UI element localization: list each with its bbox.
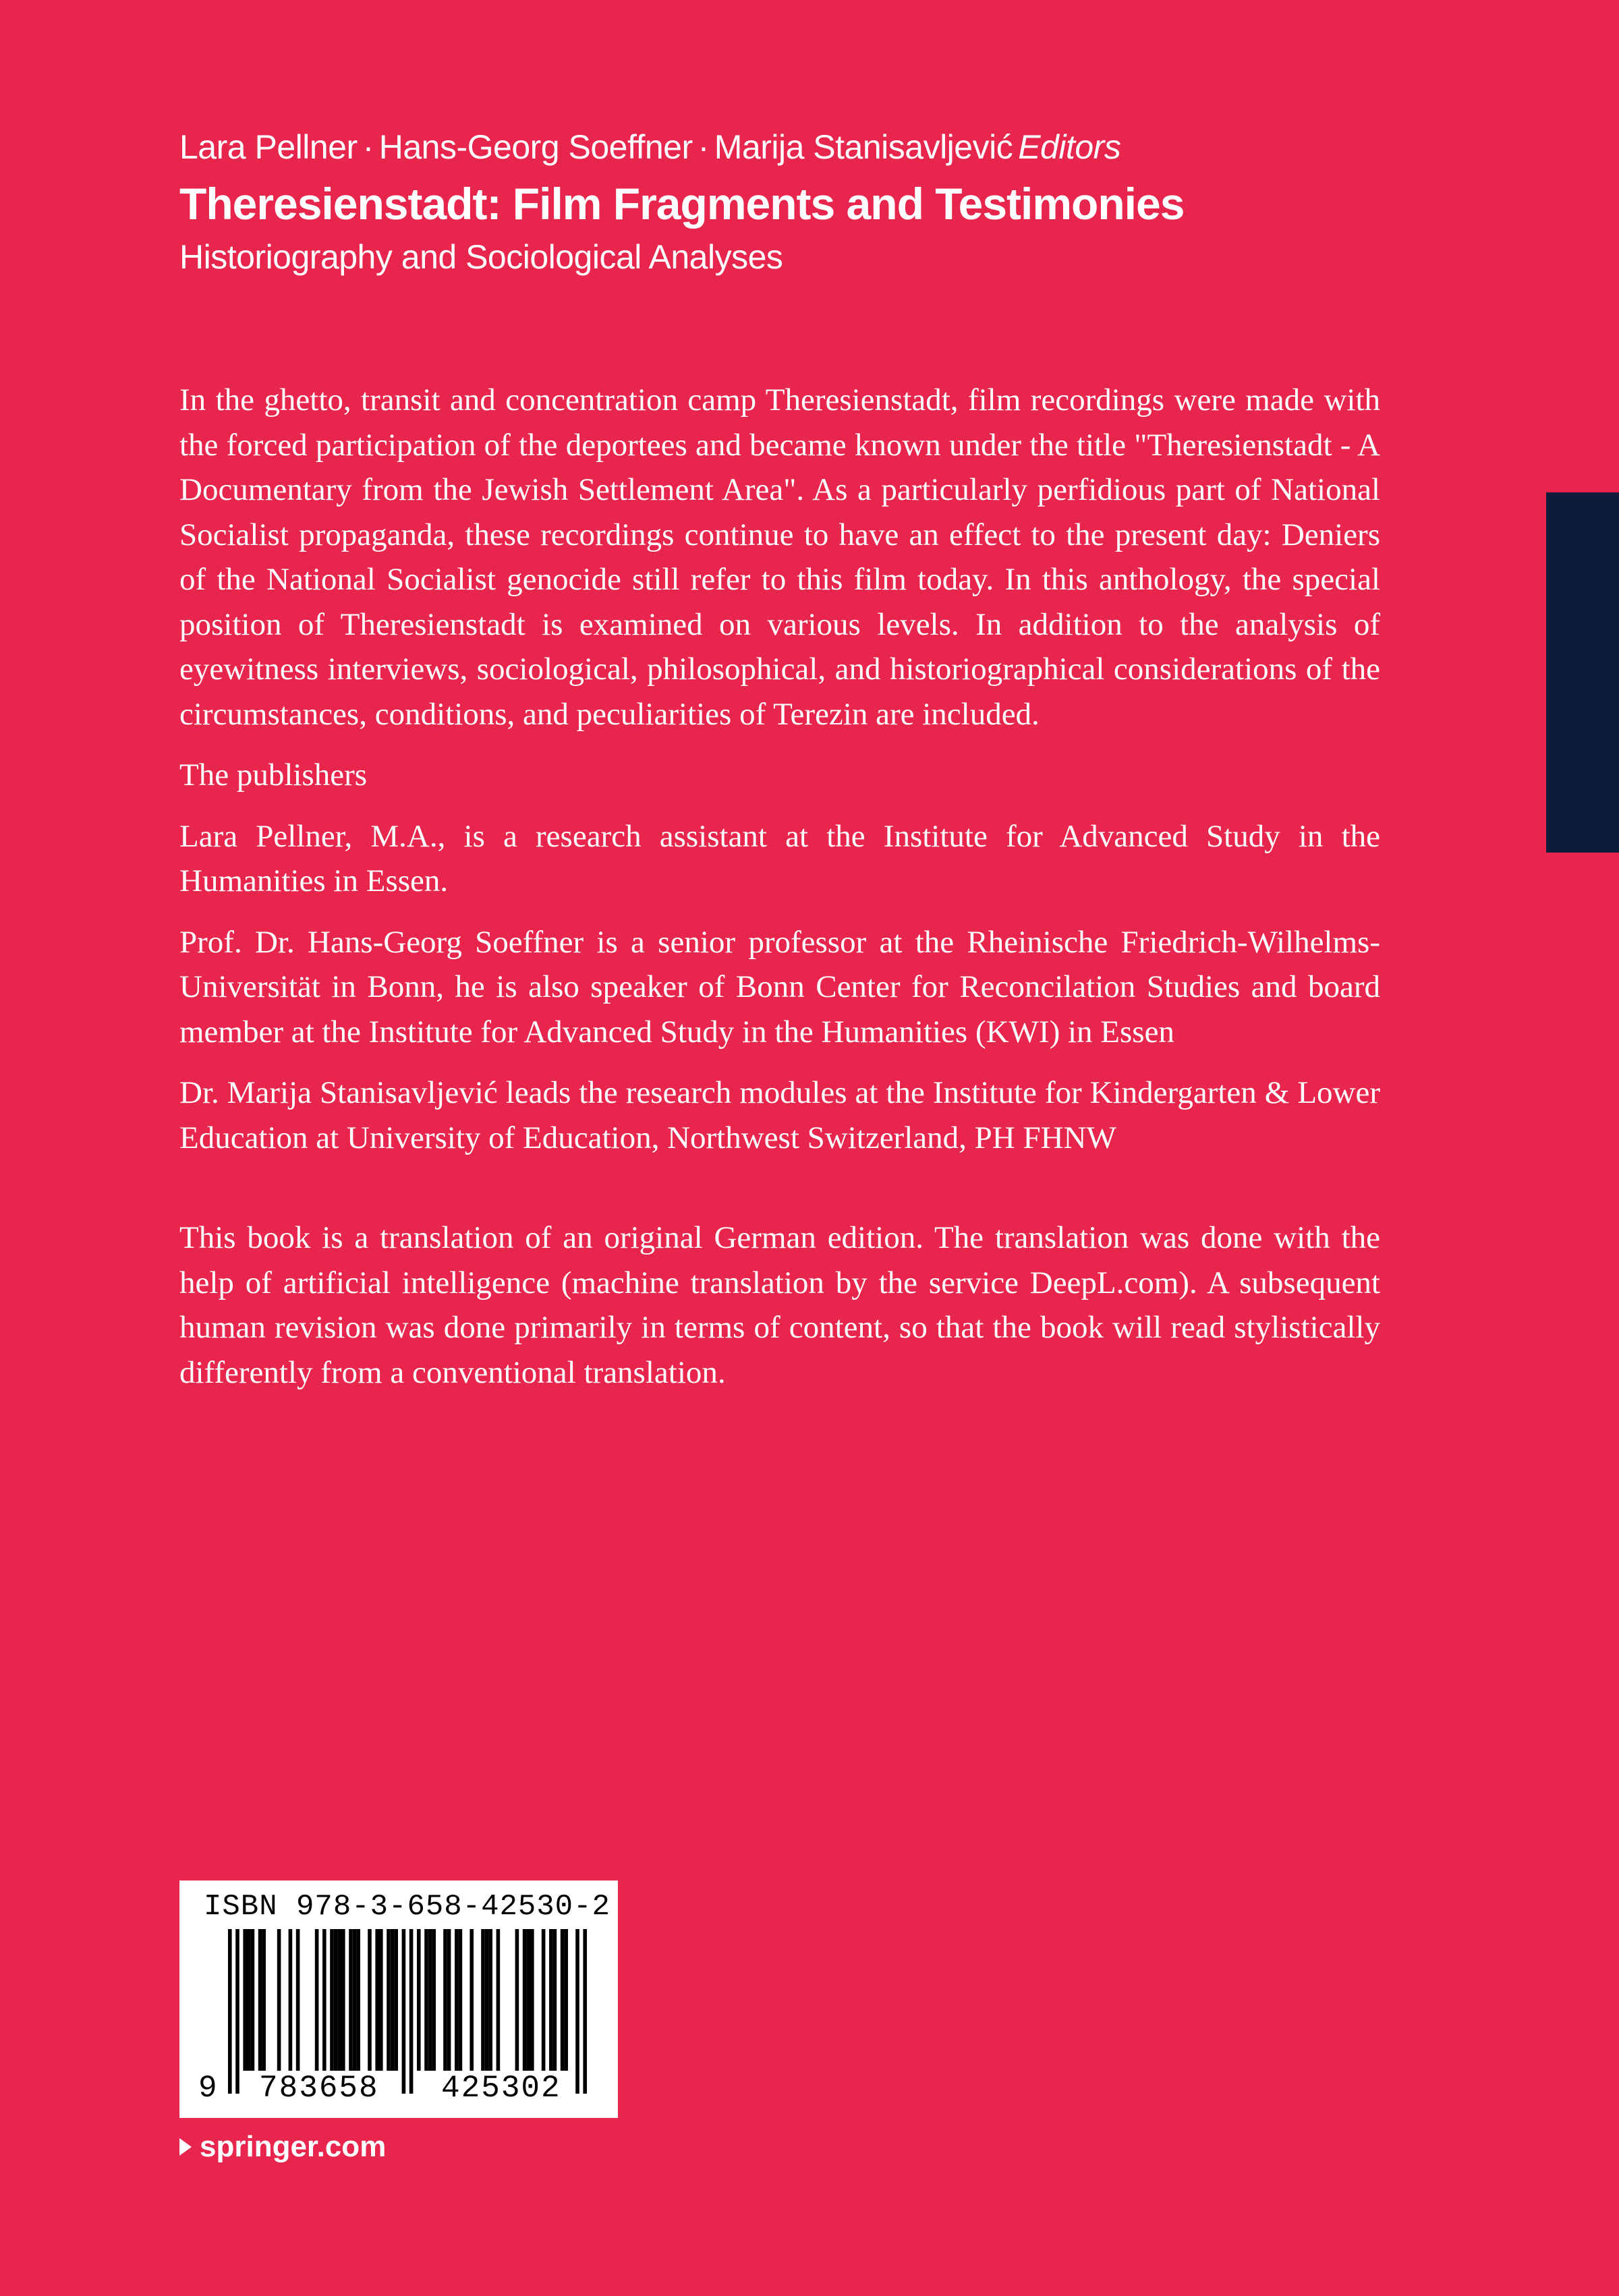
barcode-guard-bar xyxy=(583,1929,587,2094)
blurb xyxy=(179,378,1380,1411)
isbn-label: ISBN 978-3-658-42530-2 xyxy=(204,1890,610,1924)
barcode-bar xyxy=(515,1929,519,2071)
editor-name: Hans-Georg Soeffner xyxy=(378,128,693,166)
editors-line xyxy=(179,120,1461,174)
barcode-bar xyxy=(243,1929,247,2071)
barcode-bar xyxy=(356,1929,360,2071)
barcode-bar xyxy=(526,1929,530,2071)
barcode-bar xyxy=(432,1929,436,2071)
blurb-paragraph: In the ghetto, transit and concentration camp Theresienstadt, film recordings were made with the forced participation of the deportees and became known under the title "Theresienstadt - A Documentary from the Jewish Settlement Area". As a particularly perfidious part of National Socialist propaganda, these recordings continue to have an effect to the present day: Deniers of the National Socialist genocide still refer to this film today. In this anthology, the special position of Theresienstadt is examined on various levels. In addition to the analysis of eyewitness interviews, sociological, philosophical, and historiographical considerations of the circumstances, conditions, and peculiarities of Terezin are included. xyxy=(179,382,1380,732)
barcode-bar xyxy=(447,1929,451,2071)
barcode-bar xyxy=(330,1929,334,2071)
barcode-bar xyxy=(485,1929,489,2071)
publisher-website: springer.com xyxy=(200,2130,387,2163)
barcode-guard-bar xyxy=(228,1929,232,2094)
barcode-bar xyxy=(322,1929,326,2071)
barcode-bar xyxy=(334,1929,338,2071)
barcode-bar xyxy=(553,1929,557,2071)
barcode-bar xyxy=(353,1929,357,2071)
barcode-bar xyxy=(289,1929,293,2071)
barcode-bar xyxy=(523,1929,527,2071)
barcode-guard-bar xyxy=(409,1929,414,2094)
barcode-bar xyxy=(417,1929,421,2071)
barcode-bar xyxy=(561,1929,565,2071)
barcode-bar xyxy=(394,1929,398,2071)
editor-bio: Dr. Marija Stanisavljević leads the research modules at the Institute for Kindergarten & Lower Education at University of Education, Northwest Switzerland, PH FHNW xyxy=(179,1075,1380,1155)
barcode-bar xyxy=(368,1929,372,2071)
barcode-bar xyxy=(496,1929,501,2071)
editor-name: Marija Stanisavljević xyxy=(714,128,1013,166)
barcode-bar xyxy=(459,1929,463,2071)
publisher-link[interactable] xyxy=(179,2130,386,2164)
barcode-bar xyxy=(488,1929,492,2071)
barcode-guard-bar xyxy=(402,1929,406,2094)
book-subtitle: Historiography and Sociological Analyses xyxy=(179,238,783,276)
barcode-bar xyxy=(262,1929,266,2071)
barcode-lead-digit: 9 xyxy=(198,2071,219,2106)
barcode-bar xyxy=(424,1929,428,2071)
color-tab xyxy=(1546,492,1619,853)
editor-name: Lara Pellner xyxy=(179,128,358,166)
barcode-right-digits: 425302 xyxy=(441,2071,561,2106)
barcode-bar xyxy=(379,1929,383,2071)
barcode-bar xyxy=(387,1929,391,2071)
barcode-bar xyxy=(564,1929,568,2071)
barcode-bar xyxy=(277,1929,281,2071)
translation-note: This book is a translation of an original German edition. The translation was done with the help of artificial intelligence (machine translation by the service DeepL.com). A subsequent human revision was done primarily in terms of content, so that the book will read stylistically differently from a conventional translation. xyxy=(179,1220,1380,1390)
barcode-bar xyxy=(443,1929,447,2071)
barcode-bar xyxy=(455,1929,459,2071)
barcode-guard-bar xyxy=(575,1929,579,2094)
barcode-bar xyxy=(247,1929,251,2071)
arrow-right-icon xyxy=(179,2138,192,2156)
barcode-bar xyxy=(337,1929,341,2071)
barcode-bar xyxy=(315,1929,319,2071)
barcode-guard-bar xyxy=(235,1929,239,2094)
barcode-bar xyxy=(470,1929,474,2071)
barcode-bar xyxy=(341,1929,345,2071)
cover-header xyxy=(179,120,1461,281)
barcode-left-digits: 783658 xyxy=(259,2071,379,2106)
editors-role: Editors xyxy=(1018,128,1121,166)
barcode-bar xyxy=(375,1929,379,2071)
barcode-bar xyxy=(530,1929,534,2071)
barcode-bar xyxy=(481,1929,485,2071)
publishers-heading: The publishers xyxy=(179,757,368,793)
barcode-bar xyxy=(296,1929,300,2071)
editor-bio: Prof. Dr. Hans-Georg Soeffner is a senior professor at the Rheinische Friedrich-Wilhelms-Universität in Bonn, he is also speaker of Bonn Center for Reconcilation Studies and board member at the Institute for Advanced Study in the Humanities (KWI) in Essen xyxy=(179,924,1380,1050)
barcode-bar xyxy=(549,1929,553,2071)
barcode-bar xyxy=(428,1929,432,2071)
barcode-bar xyxy=(349,1929,353,2071)
editor-separator: · xyxy=(698,128,709,166)
barcode-bar xyxy=(391,1929,395,2071)
isbn-barcode xyxy=(179,1881,618,2118)
editor-bio: Lara Pellner, M.A., is a research assistant at the Institute for Advanced Study in the Humanities in Essen. xyxy=(179,818,1380,898)
editor-separator: · xyxy=(362,128,374,166)
barcode-bar xyxy=(251,1929,255,2071)
book-title: Theresienstadt: Film Fragments and Testimonies xyxy=(179,179,1185,229)
barcode-bar xyxy=(258,1929,262,2071)
barcode-bar xyxy=(542,1929,546,2071)
